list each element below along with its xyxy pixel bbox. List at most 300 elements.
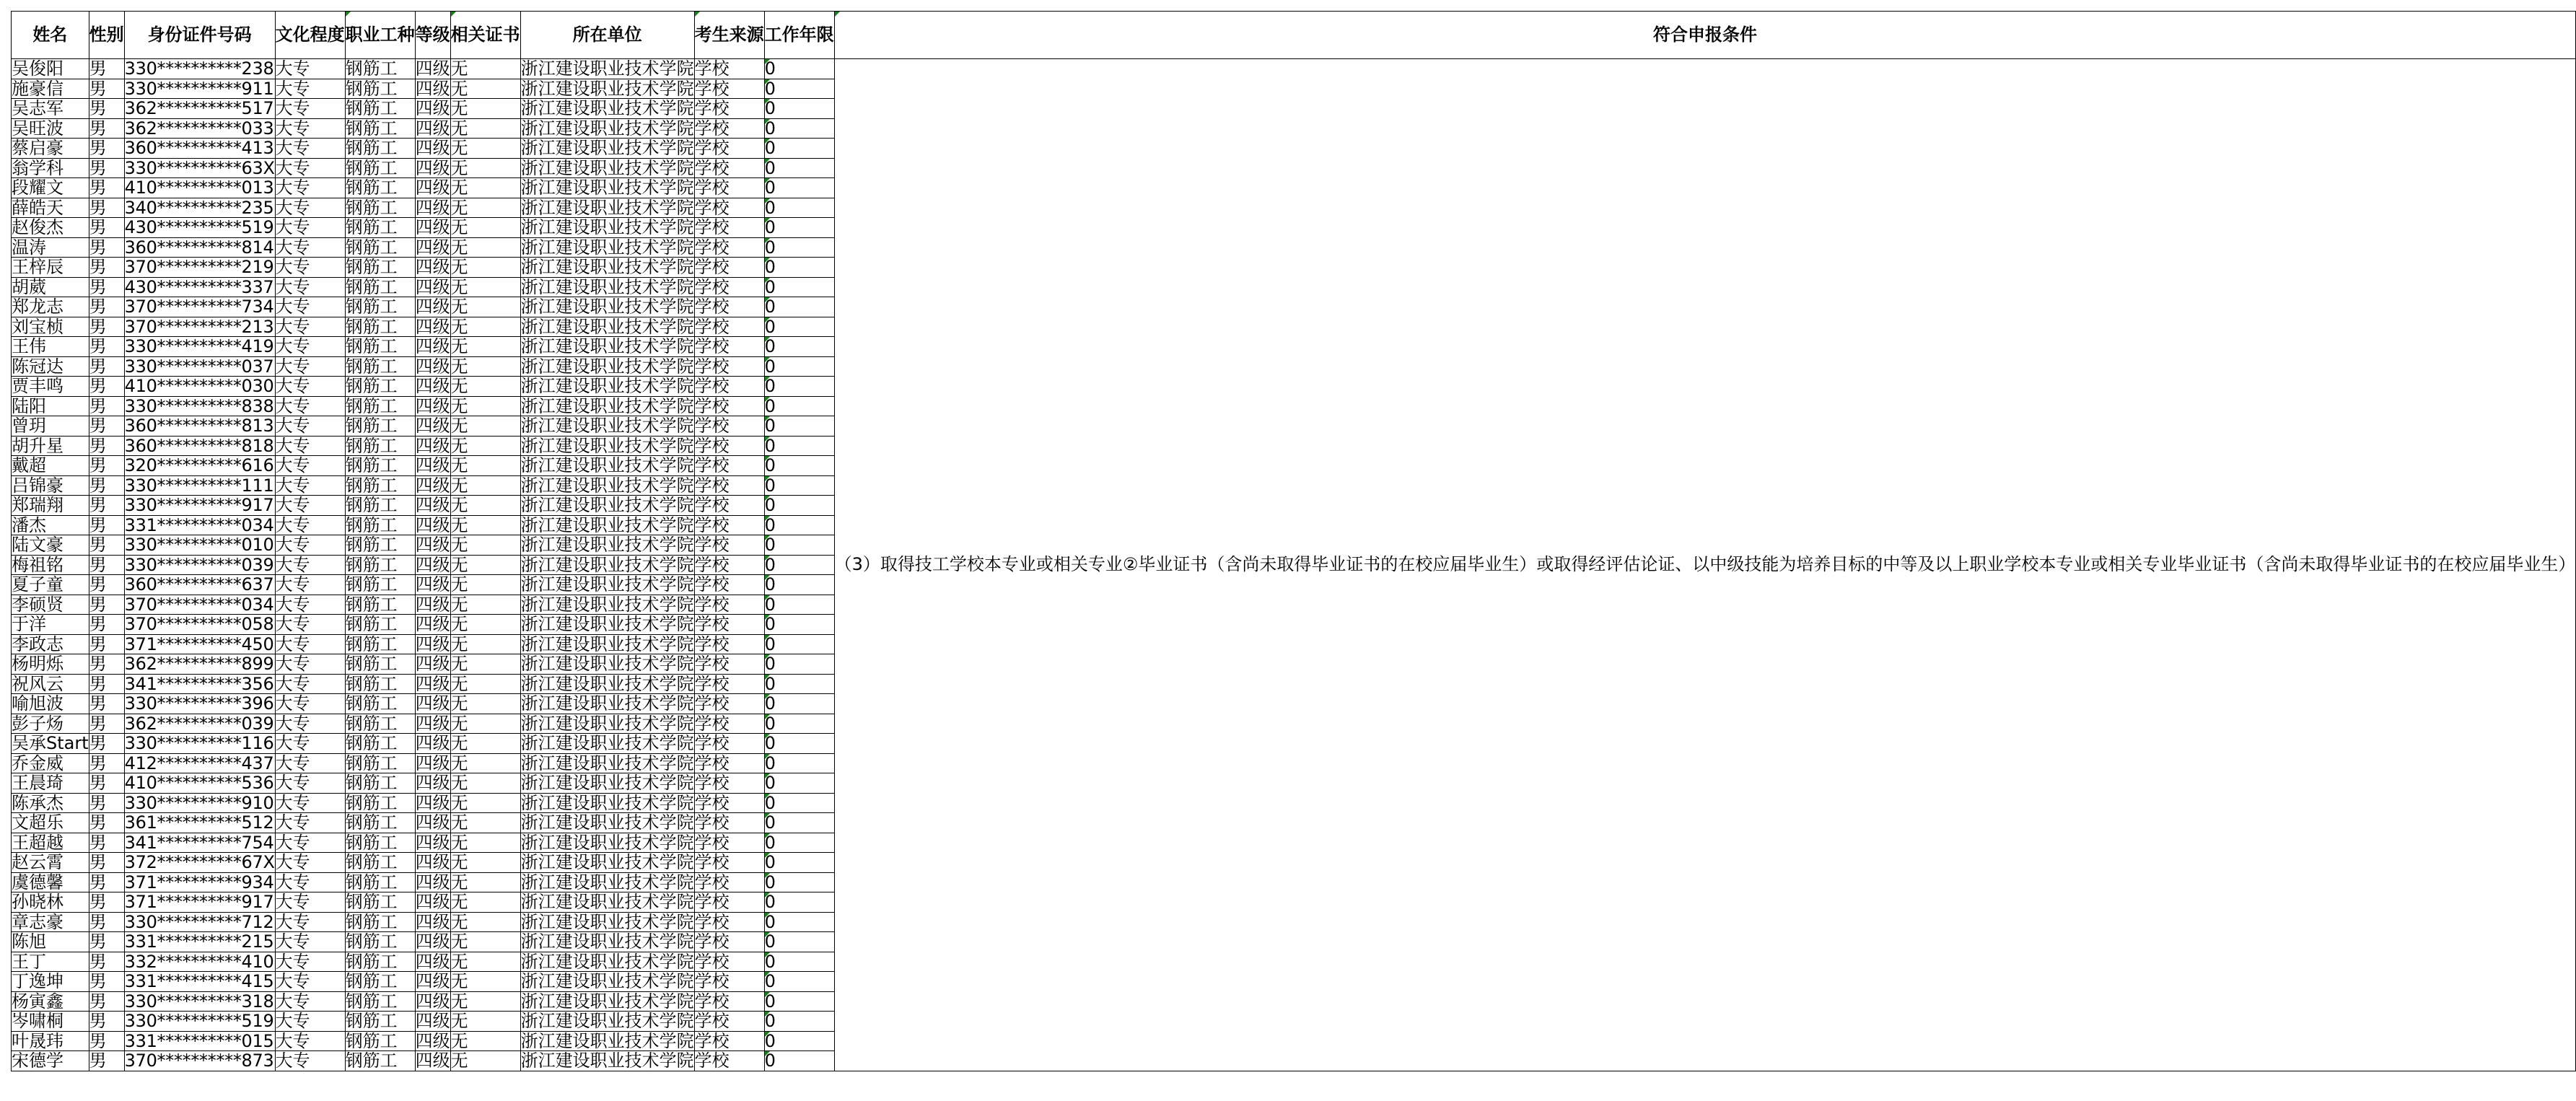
cell-gender[interactable]: 男	[89, 535, 124, 556]
cell-id-number[interactable]: 371**********917	[124, 892, 274, 913]
cell-employer[interactable]: 浙江建设职业技术学院	[520, 177, 694, 198]
cell-source[interactable]: 学校	[694, 773, 764, 794]
cell-name[interactable]: 吴旺波	[12, 118, 89, 139]
cell-id-number[interactable]: 330**********63X	[124, 157, 275, 178]
cell-education[interactable]: 大专	[275, 456, 345, 476]
cell-certificate[interactable]: 无	[450, 535, 520, 556]
cell-work-years[interactable]	[764, 1012, 834, 1032]
cell-id-number[interactable]: 331**********034	[124, 514, 274, 535]
cell-employer[interactable]: 浙江建设职业技术学院	[520, 475, 694, 496]
cell-work-years[interactable]	[764, 753, 834, 773]
cell-id-number[interactable]: 371**********934	[124, 872, 274, 892]
cell-gender[interactable]: 男	[89, 912, 124, 932]
cell-name[interactable]: 胡升星	[12, 436, 89, 456]
cell-work-years[interactable]	[764, 475, 834, 496]
cell-education[interactable]: 大专	[275, 1031, 345, 1051]
cell-work-years[interactable]	[764, 952, 834, 972]
cell-education[interactable]: 大专	[275, 912, 345, 932]
cell-gender[interactable]: 男	[89, 99, 124, 119]
cell-level[interactable]: 四级	[415, 237, 450, 258]
cell-occupation[interactable]: 钢筋工	[345, 377, 415, 397]
cell-work-years[interactable]	[764, 99, 834, 119]
cell-level[interactable]: 四级	[415, 157, 450, 178]
cell-employer[interactable]: 浙江建设职业技术学院	[520, 554, 694, 575]
cell-gender[interactable]: 男	[89, 59, 124, 79]
cell-gender[interactable]: 男	[89, 654, 124, 675]
cell-id-number[interactable]: 331**********015	[124, 1030, 274, 1051]
cell-employer[interactable]: 浙江建设职业技术学院	[520, 217, 694, 238]
cell-level[interactable]: 四级	[415, 356, 450, 377]
cell-certificate[interactable]: 无	[450, 615, 520, 635]
cell-occupation[interactable]: 钢筋工	[345, 118, 415, 139]
cell-name[interactable]: 杨明烁	[12, 654, 89, 675]
cell-occupation[interactable]: 钢筋工	[345, 456, 415, 476]
cell-employer[interactable]: 浙江建设职业技术学院	[520, 495, 694, 516]
cell-gender[interactable]: 男	[89, 734, 124, 754]
cell-education[interactable]: 大专	[275, 555, 345, 575]
cell-gender[interactable]: 男	[89, 436, 124, 456]
cell-work-years[interactable]	[764, 694, 834, 714]
cell-gender[interactable]: 男	[89, 952, 124, 972]
cell-source[interactable]: 学校	[694, 198, 764, 218]
cell-work-years[interactable]	[764, 872, 834, 892]
cell-occupation[interactable]: 钢筋工	[345, 753, 415, 773]
cell-certificate[interactable]: 无	[450, 436, 520, 456]
cell-education[interactable]: 大专	[275, 991, 345, 1012]
cell-employer[interactable]: 浙江建设职业技术学院	[520, 594, 694, 615]
cell-name[interactable]: 彭子炀	[12, 714, 89, 734]
cell-id-number[interactable]: 331**********215	[124, 931, 274, 952]
cell-employer[interactable]: 浙江建设职业技术学院	[520, 773, 694, 794]
cell-work-years[interactable]	[764, 853, 834, 873]
cell-source[interactable]: 学校	[694, 456, 764, 476]
cell-education[interactable]: 大专	[275, 356, 345, 377]
cell-employer[interactable]: 浙江建设职业技术学院	[520, 435, 694, 456]
cell-source[interactable]: 学校	[694, 1031, 764, 1051]
cell-level[interactable]: 四级	[415, 911, 450, 932]
cell-gender[interactable]: 男	[89, 218, 124, 238]
cell-employer[interactable]: 浙江建设职业技术学院	[520, 673, 694, 694]
cell-level[interactable]: 四级	[415, 554, 450, 575]
cell-occupation[interactable]: 钢筋工	[345, 515, 415, 535]
cell-level[interactable]: 四级	[415, 633, 450, 654]
cell-occupation[interactable]: 钢筋工	[345, 436, 415, 456]
cell-certificate[interactable]: 无	[450, 674, 520, 694]
cell-employer[interactable]: 浙江建设职业技术学院	[520, 118, 694, 139]
cell-name[interactable]: 戴超	[12, 456, 89, 476]
cell-work-years[interactable]	[764, 912, 834, 932]
cell-gender[interactable]: 男	[89, 753, 124, 773]
cell-gender[interactable]: 男	[89, 356, 124, 377]
cell-education[interactable]: 大专	[275, 1012, 345, 1032]
cell-source[interactable]: 学校	[694, 218, 764, 238]
cell-occupation[interactable]: 钢筋工	[345, 872, 415, 892]
cell-certificate[interactable]: 无	[450, 972, 520, 992]
cell-employer[interactable]: 浙江建设职业技术学院	[520, 892, 694, 913]
cell-level[interactable]: 四级	[415, 733, 450, 754]
cell-source[interactable]: 学校	[694, 377, 764, 397]
cell-level[interactable]: 四级	[415, 792, 450, 813]
cell-certificate[interactable]: 无	[450, 595, 520, 615]
cell-level[interactable]: 四级	[415, 197, 450, 218]
cell-education[interactable]: 大专	[275, 59, 345, 79]
cell-level[interactable]: 四级	[415, 1030, 450, 1051]
cell-education[interactable]: 大专	[275, 773, 345, 794]
cell-level[interactable]: 四级	[415, 1011, 450, 1032]
cell-id-number[interactable]: 341**********356	[124, 673, 274, 694]
cell-id-number[interactable]: 360**********814	[124, 237, 274, 258]
header-work-years[interactable]: 工作年限	[764, 12, 834, 59]
cell-source[interactable]: 学校	[694, 237, 764, 258]
cell-education[interactable]: 大专	[275, 535, 345, 556]
cell-level[interactable]: 四级	[415, 376, 450, 397]
cell-level[interactable]: 四级	[415, 395, 450, 416]
cell-occupation[interactable]: 钢筋工	[345, 1051, 415, 1071]
cell-source[interactable]: 学校	[694, 99, 764, 119]
cell-level[interactable]: 四级	[415, 118, 450, 139]
cell-certificate[interactable]: 无	[450, 853, 520, 873]
cell-gender[interactable]: 男	[89, 456, 124, 476]
cell-work-years[interactable]	[764, 496, 834, 516]
cell-certificate[interactable]: 无	[450, 356, 520, 377]
cell-work-years[interactable]	[764, 277, 834, 297]
cell-employer[interactable]: 浙江建设职业技术学院	[520, 336, 694, 357]
cell-id-number[interactable]: 320**********616	[124, 455, 274, 476]
cell-certificate[interactable]: 无	[450, 396, 520, 416]
cell-source[interactable]: 学校	[694, 912, 764, 932]
cell-education[interactable]: 大专	[275, 813, 345, 833]
cell-work-years[interactable]	[764, 714, 834, 734]
cell-education[interactable]: 大专	[275, 952, 345, 972]
cell-level[interactable]: 四级	[415, 773, 450, 794]
cell-id-number[interactable]: 410**********536	[124, 773, 274, 794]
cell-work-years[interactable]	[764, 198, 834, 218]
cell-education[interactable]: 大专	[275, 853, 345, 873]
cell-level[interactable]: 四级	[415, 693, 450, 714]
cell-education[interactable]: 大专	[275, 932, 345, 952]
cell-education[interactable]: 大专	[275, 277, 345, 297]
cell-occupation[interactable]: 钢筋工	[345, 99, 415, 119]
cell-gender[interactable]: 男	[89, 674, 124, 694]
cell-id-number[interactable]: 332**********410	[124, 951, 274, 972]
cell-gender[interactable]: 男	[89, 337, 124, 357]
cell-gender[interactable]: 男	[89, 972, 124, 992]
cell-certificate[interactable]: 无	[450, 952, 520, 972]
cell-name[interactable]: 吴俊阳	[12, 59, 89, 79]
cell-gender[interactable]: 男	[89, 475, 124, 496]
cell-certificate[interactable]: 无	[450, 237, 520, 258]
cell-gender[interactable]: 男	[89, 377, 124, 397]
cell-education[interactable]: 大专	[275, 218, 345, 238]
cell-education[interactable]: 大专	[275, 317, 345, 337]
cell-id-number[interactable]: 360**********818	[124, 435, 274, 456]
cell-source[interactable]: 学校	[694, 654, 764, 675]
cell-employer[interactable]: 浙江建设职业技术学院	[520, 852, 694, 873]
cell-work-years[interactable]	[764, 59, 834, 79]
cell-education[interactable]: 大专	[275, 139, 345, 159]
cell-certificate[interactable]: 无	[450, 575, 520, 595]
header-source[interactable]: 考生来源	[694, 12, 764, 59]
cell-id-number[interactable]: 361**********512	[124, 812, 274, 833]
cell-name[interactable]: 蔡启豪	[12, 139, 89, 159]
cell-occupation[interactable]: 钢筋工	[345, 1012, 415, 1032]
header-employer[interactable]: 所在单位	[520, 12, 694, 59]
cell-certificate[interactable]: 无	[450, 59, 520, 79]
cell-id-number[interactable]: 330**********910	[124, 792, 274, 813]
cell-occupation[interactable]: 钢筋工	[345, 634, 415, 654]
cell-level[interactable]: 四级	[415, 435, 450, 456]
cell-employer[interactable]: 浙江建设职业技术学院	[520, 276, 694, 297]
cell-name[interactable]: 陆阳	[12, 396, 89, 416]
cell-education[interactable]: 大专	[275, 615, 345, 635]
cell-employer[interactable]: 浙江建设职业技术学院	[520, 376, 694, 397]
cell-source[interactable]: 学校	[694, 833, 764, 853]
cell-occupation[interactable]: 钢筋工	[345, 813, 415, 833]
cell-id-number[interactable]: 330**********238	[124, 58, 274, 79]
cell-source[interactable]: 学校	[694, 158, 764, 178]
cell-certificate[interactable]: 无	[450, 317, 520, 337]
cell-level[interactable]: 四级	[415, 455, 450, 476]
cell-level[interactable]: 四级	[415, 217, 450, 238]
cell-id-number[interactable]: 330**********419	[124, 336, 274, 357]
cell-employer[interactable]: 浙江建设职业技术学院	[520, 614, 694, 635]
cell-gender[interactable]: 男	[89, 694, 124, 714]
cell-education[interactable]: 大专	[275, 674, 345, 694]
cell-name[interactable]: 喻旭波	[12, 694, 89, 714]
cell-name[interactable]: 孙晓林	[12, 892, 89, 913]
cell-id-number[interactable]: 340**********235	[124, 197, 274, 218]
cell-id-number[interactable]: 330**********318	[124, 991, 274, 1012]
cell-source[interactable]: 学校	[694, 991, 764, 1012]
cell-id-number[interactable]: 330**********712	[124, 911, 274, 932]
cell-name[interactable]: 薛皓天	[12, 198, 89, 218]
cell-name[interactable]: 李硕贤	[12, 595, 89, 615]
cell-name[interactable]: 温涛	[12, 237, 89, 258]
cell-name[interactable]: 叶晟玮	[12, 1031, 89, 1051]
cell-source[interactable]: 学校	[694, 178, 764, 198]
cell-source[interactable]: 学校	[694, 277, 764, 297]
cell-source[interactable]: 学校	[694, 694, 764, 714]
cell-occupation[interactable]: 钢筋工	[345, 892, 415, 913]
cell-name[interactable]: 章志豪	[12, 912, 89, 932]
cell-gender[interactable]: 男	[89, 932, 124, 952]
cell-source[interactable]: 学校	[694, 396, 764, 416]
cell-gender[interactable]: 男	[89, 615, 124, 635]
cell-id-number[interactable]: 372**********67X	[124, 852, 275, 873]
cell-work-years[interactable]	[764, 118, 834, 139]
cell-education[interactable]: 大专	[275, 734, 345, 754]
cell-name[interactable]: 陈承杰	[12, 793, 89, 813]
cell-source[interactable]: 学校	[694, 972, 764, 992]
cell-level[interactable]: 四级	[415, 753, 450, 773]
cell-id-number[interactable]: 330**********911	[124, 78, 274, 99]
cell-education[interactable]: 大专	[275, 337, 345, 357]
cell-certificate[interactable]: 无	[450, 496, 520, 516]
cell-certificate[interactable]: 无	[450, 515, 520, 535]
cell-gender[interactable]: 男	[89, 416, 124, 437]
cell-source[interactable]: 学校	[694, 932, 764, 952]
cell-occupation[interactable]: 钢筋工	[345, 694, 415, 714]
cell-occupation[interactable]: 钢筋工	[345, 1031, 415, 1051]
cell-employer[interactable]: 浙江建设职业技术学院	[520, 1050, 694, 1071]
cell-education[interactable]: 大专	[275, 595, 345, 615]
cell-work-years[interactable]	[764, 1051, 834, 1071]
cell-employer[interactable]: 浙江建设职业技术学院	[520, 78, 694, 99]
cell-certificate[interactable]: 无	[450, 872, 520, 892]
cell-source[interactable]: 学校	[694, 1012, 764, 1032]
header-education[interactable]: 文化程度	[275, 12, 345, 59]
cell-level[interactable]: 四级	[415, 812, 450, 833]
cell-certificate[interactable]: 无	[450, 258, 520, 278]
cell-level[interactable]: 四级	[415, 58, 450, 79]
cell-education[interactable]: 大专	[275, 258, 345, 278]
cell-id-number[interactable]: 330**********519	[124, 1011, 274, 1032]
cell-occupation[interactable]: 钢筋工	[345, 535, 415, 556]
cell-name[interactable]: 王伟	[12, 337, 89, 357]
cell-work-years[interactable]	[764, 555, 834, 575]
cell-work-years[interactable]	[764, 674, 834, 694]
cell-work-years[interactable]	[764, 436, 834, 456]
cell-employer[interactable]: 浙江建设职业技术学院	[520, 395, 694, 416]
cell-education[interactable]: 大专	[275, 377, 345, 397]
cell-name[interactable]: 陈冠达	[12, 356, 89, 377]
cell-level[interactable]: 四级	[415, 991, 450, 1012]
cell-education[interactable]: 大专	[275, 793, 345, 813]
cell-name[interactable]: 岑啸桐	[12, 1012, 89, 1032]
cell-name[interactable]: 潘杰	[12, 515, 89, 535]
cell-gender[interactable]: 男	[89, 595, 124, 615]
cell-id-number[interactable]: 430**********337	[124, 276, 274, 297]
cell-work-years[interactable]	[764, 615, 834, 635]
cell-occupation[interactable]: 钢筋工	[345, 396, 415, 416]
cell-work-years[interactable]	[764, 932, 834, 952]
cell-occupation[interactable]: 钢筋工	[345, 237, 415, 258]
cell-employer[interactable]: 浙江建设职业技术学院	[520, 237, 694, 258]
cell-work-years[interactable]	[764, 158, 834, 178]
cell-name[interactable]: 夏子童	[12, 575, 89, 595]
cell-name[interactable]: 于洋	[12, 615, 89, 635]
cell-source[interactable]: 学校	[694, 634, 764, 654]
cell-gender[interactable]: 男	[89, 892, 124, 913]
cell-id-number[interactable]: 370**********034	[124, 594, 274, 615]
cell-employer[interactable]: 浙江建设职业技术学院	[520, 654, 694, 675]
cell-occupation[interactable]: 钢筋工	[345, 595, 415, 615]
cell-occupation[interactable]: 钢筋工	[345, 674, 415, 694]
cell-gender[interactable]: 男	[89, 991, 124, 1012]
cell-level[interactable]: 四级	[415, 98, 450, 119]
cell-certificate[interactable]: 无	[450, 833, 520, 853]
cell-employer[interactable]: 浙江建设职业技术学院	[520, 356, 694, 377]
cell-employer[interactable]: 浙江建设职业技术学院	[520, 257, 694, 278]
cell-occupation[interactable]: 钢筋工	[345, 59, 415, 79]
cell-source[interactable]: 学校	[694, 356, 764, 377]
cell-occupation[interactable]: 钢筋工	[345, 555, 415, 575]
cell-gender[interactable]: 男	[89, 496, 124, 516]
cell-employer[interactable]: 浙江建设职业技术学院	[520, 733, 694, 754]
cell-certificate[interactable]: 无	[450, 714, 520, 734]
cell-education[interactable]: 大专	[275, 1051, 345, 1071]
cell-id-number[interactable]: 330**********116	[124, 733, 274, 754]
header-occupation[interactable]: 职业工种	[345, 12, 415, 59]
cell-name[interactable]: 赵俊杰	[12, 218, 89, 238]
cell-id-number[interactable]: 341**********754	[124, 832, 274, 853]
cell-certificate[interactable]: 无	[450, 475, 520, 496]
cell-certificate[interactable]: 无	[450, 99, 520, 119]
cell-gender[interactable]: 男	[89, 277, 124, 297]
cell-certificate[interactable]: 无	[450, 991, 520, 1012]
cell-source[interactable]: 学校	[694, 714, 764, 734]
cell-id-number[interactable]: 362**********899	[124, 654, 274, 675]
cell-source[interactable]: 学校	[694, 79, 764, 99]
cell-source[interactable]: 学校	[694, 297, 764, 317]
cell-employer[interactable]: 浙江建设职业技术学院	[520, 911, 694, 932]
cell-certificate[interactable]: 无	[450, 753, 520, 773]
cell-id-number[interactable]: 331**********415	[124, 971, 274, 992]
cell-employer[interactable]: 浙江建设职业技术学院	[520, 931, 694, 952]
cell-employer[interactable]: 浙江建设职业技术学院	[520, 693, 694, 714]
cell-occupation[interactable]: 钢筋工	[345, 952, 415, 972]
cell-level[interactable]: 四级	[415, 535, 450, 556]
cell-source[interactable]: 学校	[694, 872, 764, 892]
cell-name[interactable]: 施豪信	[12, 79, 89, 99]
cell-level[interactable]: 四级	[415, 673, 450, 694]
cell-level[interactable]: 四级	[415, 276, 450, 297]
cell-occupation[interactable]: 钢筋工	[345, 79, 415, 99]
cell-name[interactable]: 赵云霄	[12, 853, 89, 873]
cell-name[interactable]: 虞德馨	[12, 872, 89, 892]
cell-occupation[interactable]: 钢筋工	[345, 991, 415, 1012]
cell-certificate[interactable]: 无	[450, 1031, 520, 1051]
cell-occupation[interactable]: 钢筋工	[345, 178, 415, 198]
cell-gender[interactable]: 男	[89, 258, 124, 278]
cell-occupation[interactable]: 钢筋工	[345, 912, 415, 932]
cell-source[interactable]: 学校	[694, 952, 764, 972]
cell-source[interactable]: 学校	[694, 595, 764, 615]
cell-occupation[interactable]: 钢筋工	[345, 496, 415, 516]
cell-name[interactable]: 曾玥	[12, 416, 89, 437]
cell-work-years[interactable]	[764, 793, 834, 813]
cell-level[interactable]: 四级	[415, 951, 450, 972]
cell-source[interactable]: 学校	[694, 337, 764, 357]
cell-certificate[interactable]: 无	[450, 634, 520, 654]
cell-id-number[interactable]: 370**********058	[124, 614, 274, 635]
cell-work-years[interactable]	[764, 991, 834, 1012]
cell-id-number[interactable]: 371**********450	[124, 633, 274, 654]
cell-id-number[interactable]: 362**********517	[124, 98, 274, 119]
cell-occupation[interactable]: 钢筋工	[345, 714, 415, 734]
cell-name[interactable]: 贾丰鸣	[12, 377, 89, 397]
cell-id-number[interactable]: 330**********037	[124, 356, 274, 377]
cell-name[interactable]: 吴承Start	[12, 733, 89, 754]
cell-level[interactable]: 四级	[415, 475, 450, 496]
cell-occupation[interactable]: 钢筋工	[345, 475, 415, 496]
cell-source[interactable]: 学校	[694, 555, 764, 575]
cell-education[interactable]: 大专	[275, 99, 345, 119]
cell-employer[interactable]: 浙江建设职业技术学院	[520, 1030, 694, 1051]
cell-gender[interactable]: 男	[89, 237, 124, 258]
cell-source[interactable]: 学校	[694, 793, 764, 813]
cell-id-number[interactable]: 370**********873	[124, 1050, 274, 1071]
cell-certificate[interactable]: 无	[450, 79, 520, 99]
cell-level[interactable]: 四级	[415, 177, 450, 198]
cell-work-years[interactable]	[764, 456, 834, 476]
cell-occupation[interactable]: 钢筋工	[345, 853, 415, 873]
cell-name[interactable]: 王超越	[12, 833, 89, 853]
cell-occupation[interactable]: 钢筋工	[345, 277, 415, 297]
cell-name[interactable]: 丁逸坤	[12, 972, 89, 992]
cell-education[interactable]: 大专	[275, 872, 345, 892]
cell-id-number[interactable]: 360**********813	[124, 416, 274, 437]
